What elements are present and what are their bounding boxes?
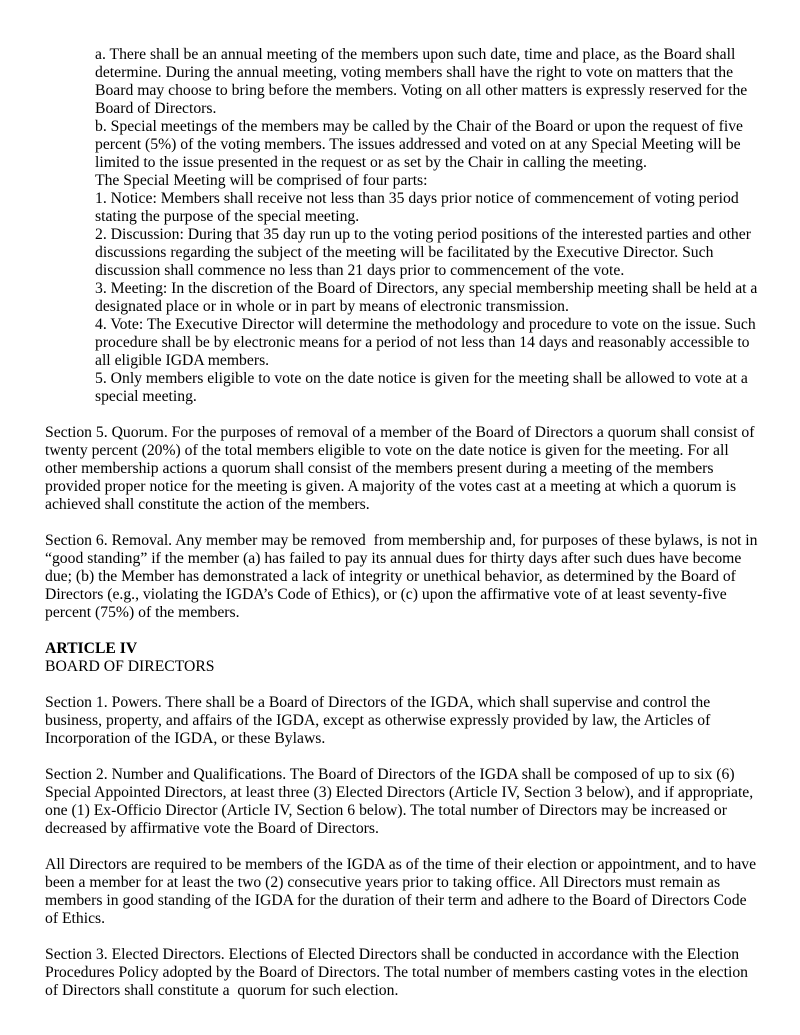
special-meeting-part-2-discussion: 2. Discussion: During that 35 day run up to the voting period positions of the interested parties and other discussions regarding the subject of the meeting will be facilitated by the Executive Director. Such discussion shall commence no less than 21 days prior to commencement of the vote. [95,226,755,279]
section-3-elected-directors: Section 3. Elected Directors. Elections of Elected Directors shall be conducted in accordance with the Election Procedures Policy adopted by the Board of Directors. The total number of members casting votes in the election of Directors shall constitute a quorum for such election. [45,946,752,999]
special-meeting-parts-intro: The Special Meeting will be comprised of four parts: [95,172,428,189]
special-meeting-part-5-eligibility: 5. Only members eligible to vote on the date notice is given for the meeting shall be allowed to vote at a special meeting. [95,370,752,405]
meetings-subsection-list [95,46,762,406]
special-meeting-part-4-vote: 4. Vote: The Executive Director will determine the methodology and procedure to vote on the issue. Such procedure shall be by electronic means for a period of not less than 14 days and reasonably accessible to all eligible IGDA members. [95,316,760,369]
special-meeting-part-1-notice: 1. Notice: Members shall receive not less than 35 days prior notice of commencement of voting period stating the purpose of the special meeting. [95,190,743,225]
article-iv-heading [45,640,758,676]
section-6-removal: Section 6. Removal. Any member may be removed from membership and, for purposes of these bylaws, is not in “good standing” if the member (a) has failed to pay its annual dues for thirty days after such dues have become due; (b) the Member has demonstrated a lack of integrity or unethical behavior, as determined by the Board of Directors (e.g., violating the IGDA’s Code of Ethics), or (c) upon the affirmative vote of at least seventy-five percent (75%) of the members. [45,532,762,621]
article-iv-subtitle: BOARD OF DIRECTORS [45,658,215,675]
section-2-number-and-qualifications: Section 2. Number and Qualifications. The Board of Directors of the IGDA shall be composed of up to six (6) Special Appointed Directors, at least three (3) Elected Directors (Article IV, Section 3 below), and if appropriate, one (1) Ex-Officio Director (Article IV, Section 6 below). The total number of Directors may be increased or decreased by affirmative vote the Board of Directors. [45,766,758,837]
article-iv-title: ARTICLE IV [45,640,138,657]
special-meeting-part-3-meeting: 3. Meeting: In the discretion of the Board of Directors, any special membership meeting shall be held at a designated place or in whole or in part by means of electronic transmission. [95,280,762,315]
subsection-a-annual-meeting: a. There shall be an annual meeting of the members upon such date, time and place, as the Board shall determine. During the annual meeting, voting members shall have the right to vote on matters that the Board may choose to bring before the members. Voting on all other matters is expressly reserved for the Board of Directors. [95,46,752,117]
directors-membership-requirements: All Directors are required to be members of the IGDA as of the time of their election or appointment, and to have been a member for at least the two (2) consecutive years prior to taking office. All Directors must remain as members in good standing of the IGDA for the duration of their term and adhere to the Board of Directors Code of Ethics. [45,856,761,927]
subsection-b-special-meetings: b. Special meetings of the members may be called by the Chair of the Board or upon the request of five percent (5%) of the voting members. The issues addressed and voted on at any Special Meeting will be limited to the issue presented in the request or as set by the Chair in calling the meeting. [95,118,747,171]
section-1-powers: Section 1. Powers. There shall be a Board of Directors of the IGDA, which shall supervise and control the business, property, and affairs of the IGDA, except as otherwise expressly provided by law, the Articles of Incorporation of the IGDA, or these Bylaws. [45,694,715,747]
section-5-quorum: Section 5. Quorum. For the purposes of removal of a member of the Board of Directors a quorum shall consist of twenty percent (20%) of the total members eligible to vote on the date notice is given for the meeting. For all other membership actions a quorum shall consist of the members present during a meeting of the members provided proper notice for the meeting is given. A majority of the votes cast at a meeting at which a quorum is achieved shall constitute the action of the members. [45,424,759,513]
